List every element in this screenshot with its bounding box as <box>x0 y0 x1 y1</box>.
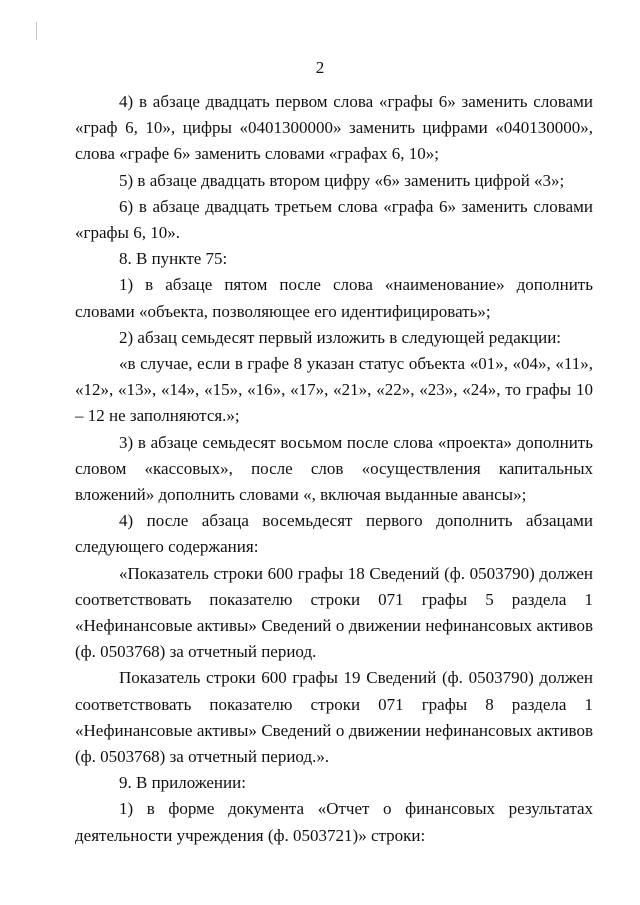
section-heading-point-75: 8. В пункте 75: <box>119 249 228 269</box>
page-number: 2 <box>315 58 325 77</box>
quoted-indicator-graph-18: «Показатель строки 600 графы 18 Сведений (ф. 0503790) должен соответствовать показателю строки 071 графы 5 раздела 1 «Нефинансовые активы» Сведений о движении нефинансовых активов (ф. 0503768) за отчетный период. <box>75 563 593 662</box>
section-heading-appendix: 9. В приложении: <box>119 773 246 793</box>
quoted-indicator-graph-19: Показатель строки 600 графы 19 Сведений (ф. 0503790) должен соответствовать показателю строки 071 графы 8 раздела 1 «Нефинансовые активы» Сведений о движении нефинансовых активов (ф. 0503768) за отчетный период.». <box>75 668 593 767</box>
paragraph-item-4-additions: 4) после абзаца восемьдесят первого дополнить абзацами следующего содержания: <box>75 511 593 557</box>
paragraph-item-1-form: 1) в форме документа «Отчет о финансовых результатах деятельности учреждения (ф. 0503721)» строки: <box>75 799 593 845</box>
paragraph-item-6-graphs: 6) в абзаце двадцать третьем слова «графа 6» заменить словами «графы 6, 10». <box>75 196 593 243</box>
paragraph-item-5-digit: 5) в абзаце двадцать втором цифру «6» заменить цифрой «3»; <box>119 170 565 190</box>
quoted-status-paragraph: «в случае, если в графе 8 указан статус объекта «01», «04», «11», «12», «13», «14», «15», «16», «17», «21», «22», «23», «24», то графы 10 – 12 не заполняются.»; <box>75 354 593 426</box>
paragraph-item-1-name: 1) в абзаце пятом после слова «наименование» дополнить словами «объекта, позволяющее его идентифицировать»; <box>75 275 593 321</box>
scan-edge-mark <box>36 22 37 40</box>
paragraph-item-4-graphs: 4) в абзаце двадцать первом слова «графы 6» заменить словами «граф 6, 10», цифры «0401300000» заменить цифрами «040130000», слова «графе 6» заменить словами «графах 6, 10»; <box>75 92 593 164</box>
document-body <box>75 89 593 849</box>
paragraph-item-3-project: 3) в абзаце семьдесят восьмом после слова «проекта» дополнить словом «кассовых», после слов «осуществления капитальных вложений» дополнить словами «, включая выданные авансы»; <box>75 432 593 505</box>
paragraph-item-2-edition: 2) абзац семьдесят первый изложить в следующей редакции: <box>119 327 562 347</box>
